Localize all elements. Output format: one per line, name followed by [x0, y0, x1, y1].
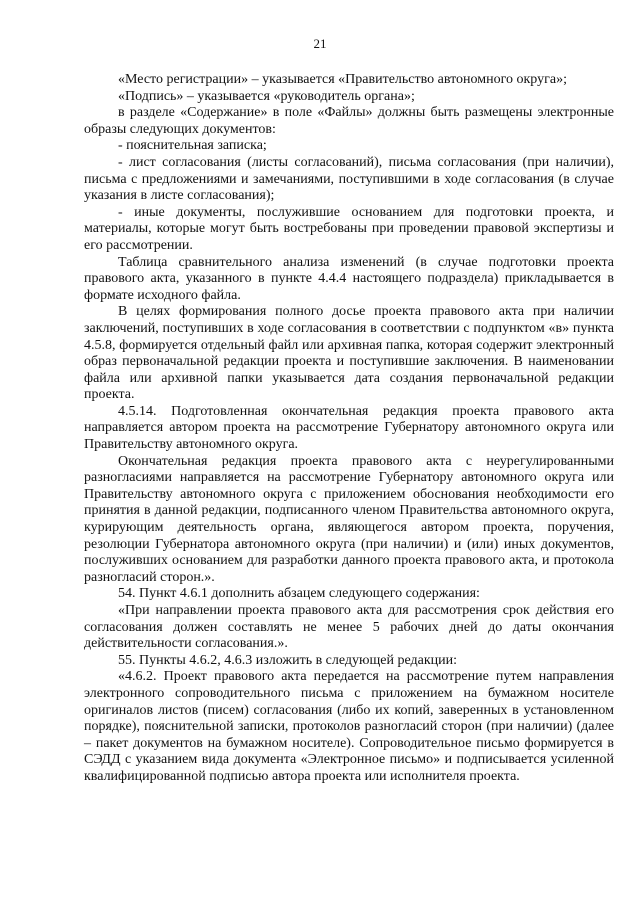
paragraph-comparison-table: Таблица сравнительного анализа изменений (в случае подготовки проекта правового акта, указанного в пункте 4.4.4 настоящего подраздела) прикладывается в формате исходного файла.	[84, 254, 614, 303]
paragraph-final-edition-disagreements: Окончательная редакция проекта правового акта с неурегулированными разногласиями направляется на рассмотрение Губернатору автономного округа или Правительству автономного округа с приложением обоснования необходимости его принятия в данной редакции, подписанного членом Правительства автономного округа, курирующим деятельность органа, являющегося автором проекта, поручения, резолюции Губернатора автономного округа (при наличии) и (или) иных документов, послуживших основанием для разработки данного проекта правового акта, и протокола разногласий сторон.».	[84, 453, 614, 585]
list-item-explanatory-note: - пояснительная записка;	[118, 138, 267, 154]
document-body	[84, 72, 614, 786]
paragraph-dossier: В целях формирования полного досье проекта правового акта при наличии заключений, поступивших в ходе согласования в соответствии с подпунктом «в» пункта 4.5.8, формируется отдельный файл или архивная папка, которая содержит электронный образ первоначальной редакции проекта и поступившие заключения. В наименовании файла или архивной папки указывается дата создания первоначальной редакции проекта.	[84, 304, 614, 403]
paragraph-content-files: в разделе «Содержание» в поле «Файлы» должны быть размещены электронные образы следующих документов:	[84, 105, 614, 137]
paragraph-registration-place: «Место регистрации» – указывается «Правительство автономного округа»;	[118, 72, 567, 87]
page-number: 21	[313, 36, 327, 51]
list-item-approval-sheet: - лист согласования (листы согласований), письма согласования (при наличии), письма с предложениями и замечаниями, поступившими в ходе согласования (в случае указания в листе согласования);	[84, 154, 614, 204]
paragraph-4-6-2: «4.6.2. Проект правового акта передается на рассмотрение путем направления электронного сопроводительного письма с приложением на бумажном носителе оригиналов листов (писем) согласования (либо их копий, заверенных в установленном порядке), пояснительной записки, протоколов разногласий сторон (при наличии) (далее – пакет документов на бумажном носителе). Сопроводительное письмо формируется в СЭДД с указанием вида документа «Электронное письмо» и подписывается усиленной квалифицированной подписью автора проекта или исполнителя проекта.	[84, 669, 614, 784]
list-item-other-documents: - иные документы, послужившие основанием для подготовки проекта, и материалы, которые могут быть востребованы при проведении правовой экспертизы и его рассмотрении.	[84, 204, 614, 253]
paragraph-item-54: 54. Пункт 4.6.1 дополнить абзацем следующего содержания:	[118, 586, 480, 602]
paragraph-approval-term: «При направлении проекта правового акта для рассмотрения срок действия его согласования должен составлять не менее 5 рабочих дней до даты окончания действительности согласования.».	[84, 603, 614, 652]
paragraph-item-55: 55. Пункты 4.6.2, 4.6.3 изложить в следующей редакции:	[118, 652, 458, 668]
paragraph-4-5-14: 4.5.14. Подготовленная окончательная редакция проекта правового акта направляется автором проекта на рассмотрение Губернатору автономного округа или Правительству автономного округа.	[84, 403, 614, 453]
paragraph-signature: «Подпись» – указывается «руководитель органа»;	[118, 88, 415, 104]
